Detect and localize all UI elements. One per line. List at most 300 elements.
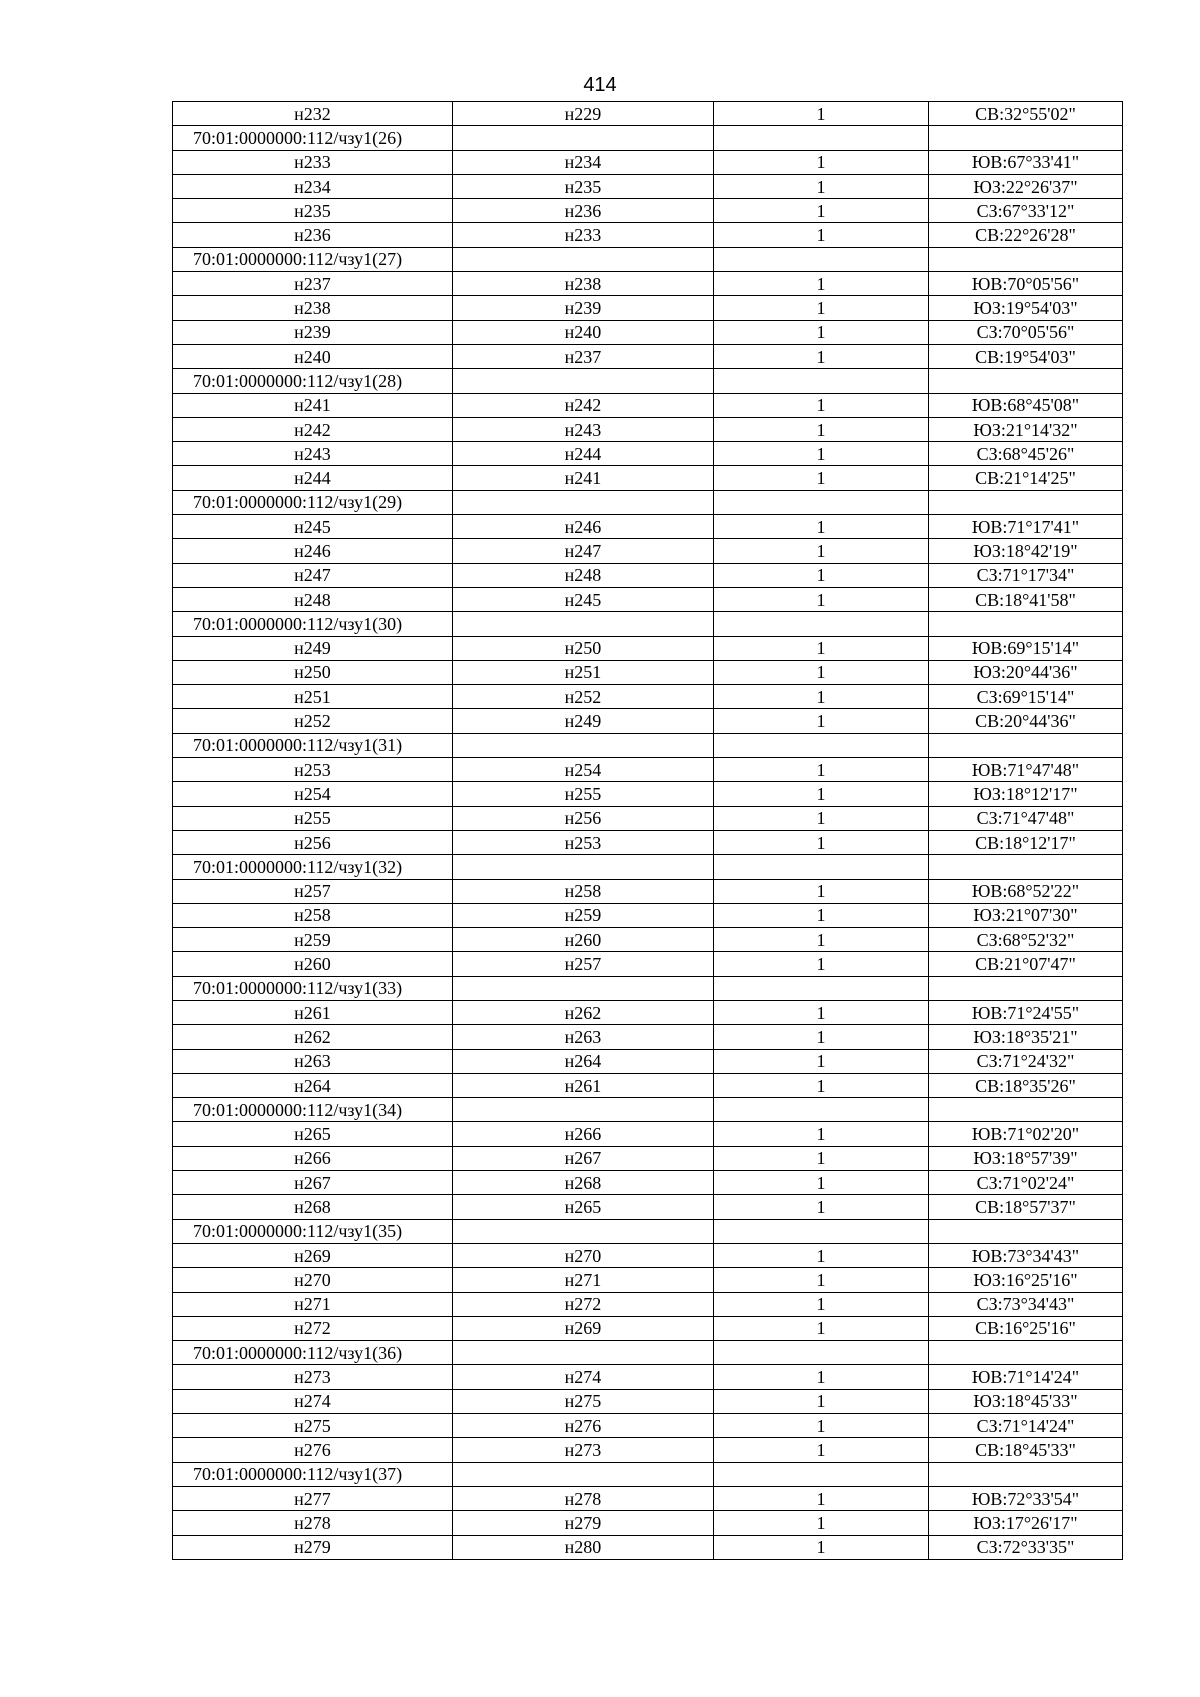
- section-label: 70:01:0000000:112/чзу1(36): [173, 1341, 453, 1365]
- point-to-cell: н261: [453, 1073, 714, 1097]
- point-from-cell: н276: [173, 1438, 453, 1462]
- table-row: [173, 1073, 1123, 1097]
- table-row: [173, 344, 1123, 368]
- point-to-cell: н265: [453, 1195, 714, 1219]
- table-row: [173, 417, 1123, 441]
- point-from-cell: н251: [173, 685, 453, 709]
- section-label: 70:01:0000000:112/чзу1(32): [173, 855, 453, 879]
- point-to-cell: н273: [453, 1438, 714, 1462]
- bearing-cell: СЗ:72°33'35": [929, 1535, 1123, 1559]
- point-from-cell: н272: [173, 1316, 453, 1340]
- point-to-cell: н239: [453, 296, 714, 320]
- table-row: [173, 102, 1123, 126]
- value-cell: 1: [714, 199, 929, 223]
- empty-cell: [714, 1341, 929, 1365]
- point-from-cell: н241: [173, 393, 453, 417]
- point-from-cell: н268: [173, 1195, 453, 1219]
- table-row: [173, 1243, 1123, 1267]
- table-row: [173, 1438, 1123, 1462]
- value-cell: 1: [714, 806, 929, 830]
- value-cell: 1: [714, 830, 929, 854]
- table-row: [173, 636, 1123, 660]
- table-row: [173, 758, 1123, 782]
- empty-cell: [929, 1341, 1123, 1365]
- section-row: [173, 855, 1123, 879]
- point-from-cell: н236: [173, 223, 453, 247]
- bearing-cell: ЮЗ:21°07'30": [929, 903, 1123, 927]
- point-from-cell: н273: [173, 1365, 453, 1389]
- value-cell: 1: [714, 1414, 929, 1438]
- page-number: 414: [583, 74, 617, 96]
- point-to-cell: н242: [453, 393, 714, 417]
- value-cell: 1: [714, 1389, 929, 1413]
- table-row: [173, 1146, 1123, 1170]
- point-from-cell: н254: [173, 782, 453, 806]
- table-row: [173, 1025, 1123, 1049]
- point-to-cell: н271: [453, 1268, 714, 1292]
- bearing-cell: СВ:18°57'37": [929, 1195, 1123, 1219]
- point-to-cell: н262: [453, 1000, 714, 1024]
- point-to-cell: н258: [453, 879, 714, 903]
- value-cell: 1: [714, 1292, 929, 1316]
- bearing-cell: СВ:18°35'26": [929, 1073, 1123, 1097]
- empty-cell: [453, 126, 714, 150]
- bearing-cell: ЮЗ:16°25'16": [929, 1268, 1123, 1292]
- point-to-cell: н268: [453, 1171, 714, 1195]
- point-from-cell: н247: [173, 563, 453, 587]
- value-cell: 1: [714, 1049, 929, 1073]
- table-row: [173, 1122, 1123, 1146]
- empty-cell: [453, 733, 714, 757]
- value-cell: 1: [714, 296, 929, 320]
- table-row: [173, 442, 1123, 466]
- value-cell: 1: [714, 1195, 929, 1219]
- table-row: [173, 1000, 1123, 1024]
- section-label: 70:01:0000000:112/чзу1(28): [173, 369, 453, 393]
- bearing-cell: СЗ:67°33'12": [929, 199, 1123, 223]
- point-from-cell: н270: [173, 1268, 453, 1292]
- value-cell: 1: [714, 150, 929, 174]
- table-row: [173, 830, 1123, 854]
- table-row: [173, 1292, 1123, 1316]
- point-from-cell: н245: [173, 515, 453, 539]
- point-to-cell: н241: [453, 466, 714, 490]
- table-row: [173, 928, 1123, 952]
- empty-cell: [929, 126, 1123, 150]
- value-cell: 1: [714, 709, 929, 733]
- table-body: [173, 102, 1123, 1560]
- bearing-cell: ЮВ:72°33'54": [929, 1486, 1123, 1510]
- empty-cell: [714, 855, 929, 879]
- empty-cell: [453, 1098, 714, 1122]
- value-cell: 1: [714, 1000, 929, 1024]
- table-row: [173, 1414, 1123, 1438]
- point-from-cell: н265: [173, 1122, 453, 1146]
- value-cell: 1: [714, 1535, 929, 1559]
- table-row: [173, 1365, 1123, 1389]
- table-row: [173, 1268, 1123, 1292]
- table-row: [173, 1316, 1123, 1340]
- point-to-cell: н245: [453, 587, 714, 611]
- point-from-cell: н248: [173, 587, 453, 611]
- value-cell: 1: [714, 952, 929, 976]
- bearing-cell: СВ:18°45'33": [929, 1438, 1123, 1462]
- value-cell: 1: [714, 1243, 929, 1267]
- empty-cell: [714, 369, 929, 393]
- section-row: [173, 490, 1123, 514]
- point-to-cell: н255: [453, 782, 714, 806]
- table-row: [173, 563, 1123, 587]
- table-row: [173, 952, 1123, 976]
- section-label: 70:01:0000000:112/чзу1(35): [173, 1219, 453, 1243]
- point-from-cell: н239: [173, 320, 453, 344]
- point-from-cell: н262: [173, 1025, 453, 1049]
- empty-cell: [929, 247, 1123, 271]
- bearing-cell: ЮЗ:20°44'36": [929, 660, 1123, 684]
- bearing-cell: СЗ:71°24'32": [929, 1049, 1123, 1073]
- bearing-cell: СЗ:73°34'43": [929, 1292, 1123, 1316]
- value-cell: 1: [714, 1073, 929, 1097]
- bearing-cell: ЮЗ:17°26'17": [929, 1511, 1123, 1535]
- point-to-cell: н254: [453, 758, 714, 782]
- empty-cell: [714, 1219, 929, 1243]
- table-row: [173, 587, 1123, 611]
- value-cell: 1: [714, 515, 929, 539]
- point-from-cell: н260: [173, 952, 453, 976]
- value-cell: 1: [714, 320, 929, 344]
- point-to-cell: н275: [453, 1389, 714, 1413]
- table-row: [173, 150, 1123, 174]
- point-from-cell: н274: [173, 1389, 453, 1413]
- value-cell: 1: [714, 660, 929, 684]
- empty-cell: [714, 490, 929, 514]
- section-label: 70:01:0000000:112/чзу1(29): [173, 490, 453, 514]
- bearing-cell: ЮЗ:22°26'37": [929, 174, 1123, 198]
- empty-cell: [453, 976, 714, 1000]
- bearing-cell: ЮЗ:18°35'21": [929, 1025, 1123, 1049]
- empty-cell: [714, 1098, 929, 1122]
- table-row: [173, 806, 1123, 830]
- point-from-cell: н257: [173, 879, 453, 903]
- point-to-cell: н278: [453, 1486, 714, 1510]
- value-cell: 1: [714, 1316, 929, 1340]
- point-to-cell: н234: [453, 150, 714, 174]
- table-row: [173, 903, 1123, 927]
- point-to-cell: н274: [453, 1365, 714, 1389]
- table-row: [173, 660, 1123, 684]
- point-from-cell: н237: [173, 272, 453, 296]
- value-cell: 1: [714, 587, 929, 611]
- value-cell: 1: [714, 636, 929, 660]
- empty-cell: [714, 247, 929, 271]
- table-row: [173, 515, 1123, 539]
- bearing-cell: ЮВ:71°17'41": [929, 515, 1123, 539]
- empty-cell: [453, 490, 714, 514]
- value-cell: 1: [714, 442, 929, 466]
- table-row: [173, 199, 1123, 223]
- value-cell: 1: [714, 685, 929, 709]
- point-to-cell: н248: [453, 563, 714, 587]
- section-row: [173, 247, 1123, 271]
- bearing-cell: ЮВ:67°33'41": [929, 150, 1123, 174]
- point-from-cell: н259: [173, 928, 453, 952]
- value-cell: 1: [714, 272, 929, 296]
- point-from-cell: н278: [173, 1511, 453, 1535]
- point-to-cell: н252: [453, 685, 714, 709]
- empty-cell: [714, 612, 929, 636]
- bearing-cell: СЗ:69°15'14": [929, 685, 1123, 709]
- bearing-cell: ЮВ:71°02'20": [929, 1122, 1123, 1146]
- bearing-cell: СЗ:71°14'24": [929, 1414, 1123, 1438]
- value-cell: 1: [714, 1438, 929, 1462]
- point-to-cell: н269: [453, 1316, 714, 1340]
- value-cell: 1: [714, 903, 929, 927]
- point-from-cell: н261: [173, 1000, 453, 1024]
- section-label: 70:01:0000000:112/чзу1(27): [173, 247, 453, 271]
- section-row: [173, 733, 1123, 757]
- bearing-cell: ЮВ:71°47'48": [929, 758, 1123, 782]
- value-cell: 1: [714, 1365, 929, 1389]
- empty-cell: [453, 612, 714, 636]
- section-row: [173, 1219, 1123, 1243]
- point-from-cell: н275: [173, 1414, 453, 1438]
- point-from-cell: н256: [173, 830, 453, 854]
- point-to-cell: н280: [453, 1535, 714, 1559]
- empty-cell: [929, 490, 1123, 514]
- table-row: [173, 782, 1123, 806]
- point-to-cell: н250: [453, 636, 714, 660]
- point-to-cell: н236: [453, 199, 714, 223]
- value-cell: 1: [714, 344, 929, 368]
- table-row: [173, 272, 1123, 296]
- value-cell: 1: [714, 782, 929, 806]
- point-to-cell: н249: [453, 709, 714, 733]
- value-cell: 1: [714, 1171, 929, 1195]
- point-from-cell: н235: [173, 199, 453, 223]
- section-row: [173, 976, 1123, 1000]
- value-cell: 1: [714, 539, 929, 563]
- point-to-cell: н244: [453, 442, 714, 466]
- bearing-cell: СВ:20°44'36": [929, 709, 1123, 733]
- table-row: [173, 1171, 1123, 1195]
- bearing-cell: СВ:32°55'02": [929, 102, 1123, 126]
- point-from-cell: н252: [173, 709, 453, 733]
- point-from-cell: н258: [173, 903, 453, 927]
- table-row: [173, 685, 1123, 709]
- point-to-cell: н237: [453, 344, 714, 368]
- point-from-cell: н242: [173, 417, 453, 441]
- table-row: [173, 1535, 1123, 1559]
- table-row: [173, 709, 1123, 733]
- value-cell: 1: [714, 466, 929, 490]
- value-cell: 1: [714, 223, 929, 247]
- section-label: 70:01:0000000:112/чзу1(30): [173, 612, 453, 636]
- table-row: [173, 1511, 1123, 1535]
- table-row: [173, 879, 1123, 903]
- empty-cell: [929, 976, 1123, 1000]
- bearing-cell: ЮВ:69°15'14": [929, 636, 1123, 660]
- bearing-cell: ЮВ:71°14'24": [929, 1365, 1123, 1389]
- point-from-cell: н249: [173, 636, 453, 660]
- value-cell: 1: [714, 928, 929, 952]
- value-cell: 1: [714, 102, 929, 126]
- point-to-cell: н279: [453, 1511, 714, 1535]
- bearing-cell: ЮВ:71°24'55": [929, 1000, 1123, 1024]
- bearing-cell: СВ:21°07'47": [929, 952, 1123, 976]
- value-cell: 1: [714, 1146, 929, 1170]
- point-to-cell: н270: [453, 1243, 714, 1267]
- point-from-cell: н253: [173, 758, 453, 782]
- point-from-cell: н238: [173, 296, 453, 320]
- bearing-cell: СВ:22°26'28": [929, 223, 1123, 247]
- table-row: [173, 320, 1123, 344]
- empty-cell: [453, 1341, 714, 1365]
- empty-cell: [929, 733, 1123, 757]
- point-to-cell: н259: [453, 903, 714, 927]
- point-from-cell: н234: [173, 174, 453, 198]
- section-row: [173, 612, 1123, 636]
- section-row: [173, 1341, 1123, 1365]
- bearing-cell: ЮЗ:21°14'32": [929, 417, 1123, 441]
- point-to-cell: н257: [453, 952, 714, 976]
- bearing-cell: СЗ:71°47'48": [929, 806, 1123, 830]
- bearing-cell: СВ:21°14'25": [929, 466, 1123, 490]
- point-to-cell: н246: [453, 515, 714, 539]
- empty-cell: [929, 1462, 1123, 1486]
- boundary-table: [172, 101, 1123, 1560]
- point-from-cell: н266: [173, 1146, 453, 1170]
- table-row: [173, 539, 1123, 563]
- point-from-cell: н243: [173, 442, 453, 466]
- bearing-cell: СВ:19°54'03": [929, 344, 1123, 368]
- point-from-cell: н267: [173, 1171, 453, 1195]
- point-from-cell: н232: [173, 102, 453, 126]
- value-cell: 1: [714, 1268, 929, 1292]
- empty-cell: [929, 369, 1123, 393]
- point-from-cell: н233: [173, 150, 453, 174]
- value-cell: 1: [714, 758, 929, 782]
- point-to-cell: н229: [453, 102, 714, 126]
- point-to-cell: н264: [453, 1049, 714, 1073]
- bearing-cell: СЗ:71°02'24": [929, 1171, 1123, 1195]
- bearing-cell: СВ:18°12'17": [929, 830, 1123, 854]
- point-from-cell: н264: [173, 1073, 453, 1097]
- section-label: 70:01:0000000:112/чзу1(33): [173, 976, 453, 1000]
- section-label: 70:01:0000000:112/чзу1(34): [173, 1098, 453, 1122]
- bearing-cell: ЮВ:68°52'22": [929, 879, 1123, 903]
- bearing-cell: ЮЗ:18°57'39": [929, 1146, 1123, 1170]
- value-cell: 1: [714, 1486, 929, 1510]
- empty-cell: [453, 1219, 714, 1243]
- bearing-cell: ЮЗ:18°45'33": [929, 1389, 1123, 1413]
- table-row: [173, 1486, 1123, 1510]
- empty-cell: [453, 369, 714, 393]
- bearing-cell: ЮЗ:18°12'17": [929, 782, 1123, 806]
- point-to-cell: н243: [453, 417, 714, 441]
- empty-cell: [929, 1098, 1123, 1122]
- point-to-cell: н253: [453, 830, 714, 854]
- empty-cell: [714, 1462, 929, 1486]
- value-cell: 1: [714, 563, 929, 587]
- empty-cell: [453, 1462, 714, 1486]
- point-to-cell: н240: [453, 320, 714, 344]
- bearing-cell: ЮЗ:18°42'19": [929, 539, 1123, 563]
- table-row: [173, 296, 1123, 320]
- empty-cell: [453, 247, 714, 271]
- point-to-cell: н235: [453, 174, 714, 198]
- section-label: 70:01:0000000:112/чзу1(37): [173, 1462, 453, 1486]
- point-to-cell: н267: [453, 1146, 714, 1170]
- value-cell: 1: [714, 417, 929, 441]
- empty-cell: [714, 733, 929, 757]
- point-from-cell: н250: [173, 660, 453, 684]
- value-cell: 1: [714, 174, 929, 198]
- point-from-cell: н240: [173, 344, 453, 368]
- bearing-cell: СЗ:71°17'34": [929, 563, 1123, 587]
- bearing-cell: СВ:16°25'16": [929, 1316, 1123, 1340]
- bearing-cell: ЮВ:73°34'43": [929, 1243, 1123, 1267]
- section-row: [173, 369, 1123, 393]
- bearing-cell: СВ:18°41'58": [929, 587, 1123, 611]
- empty-cell: [929, 1219, 1123, 1243]
- point-to-cell: н251: [453, 660, 714, 684]
- value-cell: 1: [714, 1025, 929, 1049]
- value-cell: 1: [714, 1122, 929, 1146]
- point-from-cell: н269: [173, 1243, 453, 1267]
- bearing-cell: ЮЗ:19°54'03": [929, 296, 1123, 320]
- value-cell: 1: [714, 1511, 929, 1535]
- empty-cell: [929, 612, 1123, 636]
- table-row: [173, 223, 1123, 247]
- empty-cell: [714, 126, 929, 150]
- point-to-cell: н263: [453, 1025, 714, 1049]
- empty-cell: [453, 855, 714, 879]
- point-from-cell: н263: [173, 1049, 453, 1073]
- bearing-cell: СЗ:68°45'26": [929, 442, 1123, 466]
- section-row: [173, 1098, 1123, 1122]
- section-row: [173, 126, 1123, 150]
- point-to-cell: н238: [453, 272, 714, 296]
- section-label: 70:01:0000000:112/чзу1(31): [173, 733, 453, 757]
- point-from-cell: н271: [173, 1292, 453, 1316]
- table-row: [173, 1049, 1123, 1073]
- table-row: [173, 1389, 1123, 1413]
- table-row: [173, 174, 1123, 198]
- point-to-cell: н266: [453, 1122, 714, 1146]
- bearing-cell: СЗ:70°05'56": [929, 320, 1123, 344]
- section-row: [173, 1462, 1123, 1486]
- point-from-cell: н246: [173, 539, 453, 563]
- bearing-cell: СЗ:68°52'32": [929, 928, 1123, 952]
- bearing-cell: ЮВ:70°05'56": [929, 272, 1123, 296]
- point-to-cell: н247: [453, 539, 714, 563]
- bearing-cell: ЮВ:68°45'08": [929, 393, 1123, 417]
- point-from-cell: н277: [173, 1486, 453, 1510]
- value-cell: 1: [714, 879, 929, 903]
- table-row: [173, 393, 1123, 417]
- point-to-cell: н256: [453, 806, 714, 830]
- point-to-cell: н233: [453, 223, 714, 247]
- point-from-cell: н244: [173, 466, 453, 490]
- point-to-cell: н276: [453, 1414, 714, 1438]
- value-cell: 1: [714, 393, 929, 417]
- point-to-cell: н260: [453, 928, 714, 952]
- empty-cell: [714, 976, 929, 1000]
- point-from-cell: н279: [173, 1535, 453, 1559]
- table-row: [173, 466, 1123, 490]
- section-label: 70:01:0000000:112/чзу1(26): [173, 126, 453, 150]
- point-from-cell: н255: [173, 806, 453, 830]
